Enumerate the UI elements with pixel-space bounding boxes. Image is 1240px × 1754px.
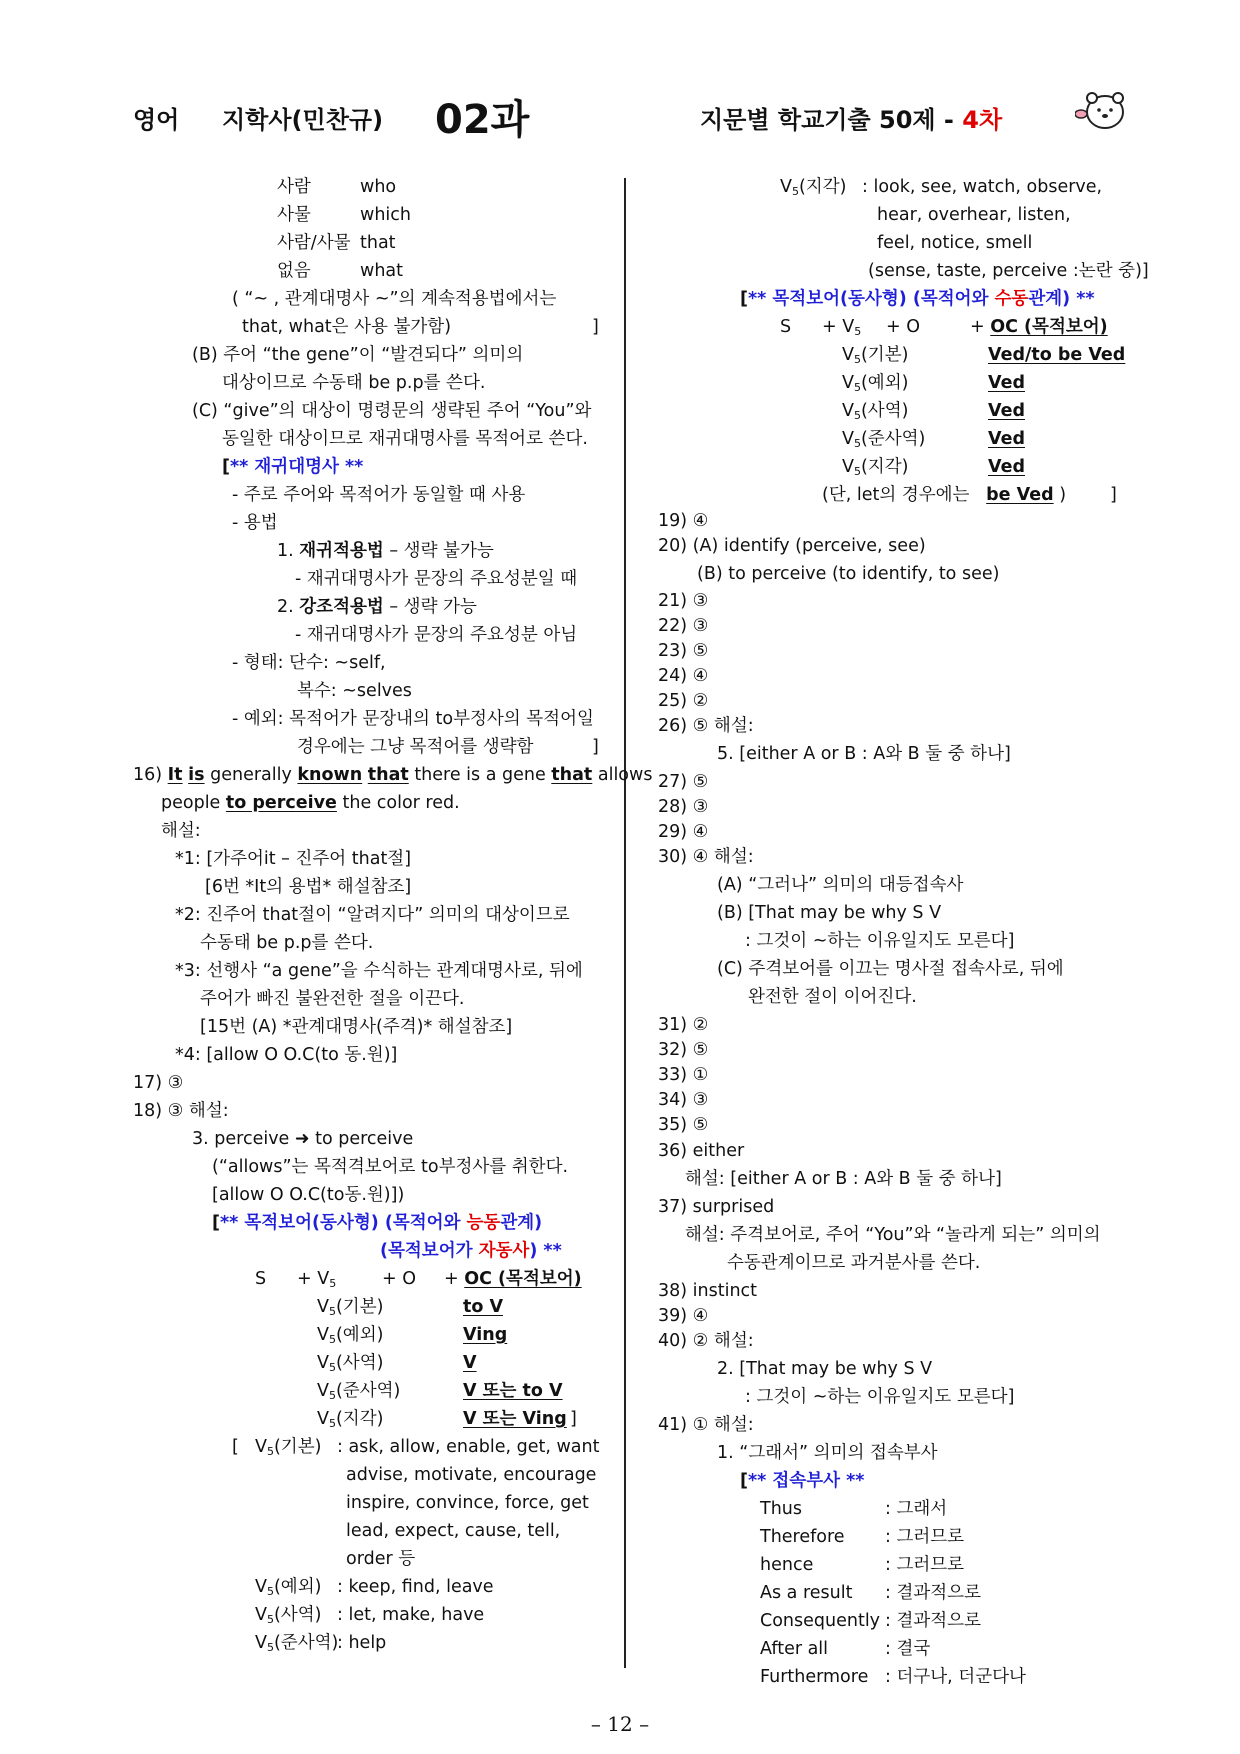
- rel-row: 사람/사물: [277, 233, 351, 253]
- question-36: 36) either: [658, 1141, 745, 1161]
- rel-row: 사물: [277, 205, 311, 225]
- question-19: 19) ④: [658, 511, 709, 531]
- question-30-detail: (A) “그러나” 의미의 대등접속사: [717, 875, 964, 895]
- question-20: 20) (A) identify (perceive, see): [658, 536, 926, 556]
- verb-list: : keep, find, leave: [337, 1577, 494, 1597]
- formula-s: S: [780, 317, 792, 337]
- note-2: 수동태 be p.p를 쓴다.: [200, 933, 374, 953]
- question-answer: 32) ⑤: [658, 1040, 709, 1060]
- verb-list-label: $V_5$(사역): [255, 1605, 322, 1626]
- question-answer: 21) ③: [658, 591, 709, 611]
- explanation-C: 동일한 대상이므로 재귀대명사를 목적어로 쓴다.: [222, 429, 588, 449]
- explanation-label: 해설:: [161, 821, 201, 841]
- column-divider: [624, 178, 626, 1668]
- formula-o: + O: [382, 1269, 417, 1289]
- question-16: people to perceive the color red.: [161, 793, 460, 813]
- question-30-detail: 완전한 절이 이어진다.: [748, 987, 917, 1007]
- question-answer: 34) ③: [658, 1090, 709, 1110]
- formula-o: + O: [886, 317, 921, 337]
- question-41: 41) ① 해설:: [658, 1415, 754, 1435]
- oc-row-value: Ved: [988, 457, 1025, 477]
- note-3: [15번 (A) *관계대명사(주격)* 해설참조]: [200, 1017, 513, 1037]
- conj-term: Therefore: [760, 1527, 845, 1547]
- conj-term: hence: [760, 1555, 814, 1575]
- verb-list: order 등: [346, 1549, 416, 1569]
- rel-row: that: [360, 233, 396, 253]
- rel-row: what: [360, 261, 403, 281]
- conj-meaning: : 결국: [885, 1639, 931, 1659]
- note-1: *1: [가주어it – 진주어 that절]: [175, 849, 412, 869]
- oc-row-value: V 또는 Ving: [463, 1409, 567, 1429]
- conj-term: Consequently: [760, 1611, 881, 1631]
- question-41-detail: 1. “그래서” 의미의 접속부사: [717, 1443, 938, 1463]
- question-40-detail: 2. [That may be why S V: [717, 1359, 933, 1379]
- oc-row-value: V 또는 to V: [463, 1381, 563, 1401]
- conj-term: As a result: [760, 1583, 853, 1603]
- verb-list-label: $V_5$(기본): [255, 1437, 322, 1458]
- bracket: ]: [592, 737, 599, 757]
- conj-meaning: : 그래서: [885, 1499, 948, 1519]
- conj-meaning: : 결과적으로: [885, 1611, 981, 1631]
- verb-list: feel, notice, smell: [877, 233, 1033, 253]
- verb-list: : let, make, have: [337, 1605, 485, 1625]
- rel-note: ( “~ , 관계대명사 ~”의 계속적용법에서는: [232, 289, 557, 309]
- oc-row-value: Ved: [988, 401, 1025, 421]
- title-round: 4차: [962, 106, 1003, 134]
- oc-row-label: $V_5$(예외): [317, 1325, 384, 1346]
- reflexive-form: - 형태: 단수: ~self,: [232, 653, 386, 673]
- question-16: 16) It is generally known that there is a gene that allows: [133, 765, 653, 785]
- note-3: *3: 선행사 “a gene”을 수식하는 관계대명사로, 뒤에: [175, 961, 583, 981]
- question-18: 18) ③ 해설:: [133, 1101, 229, 1121]
- note-4: *4: [allow O O.C(to 동.원)]: [175, 1045, 398, 1065]
- conj-term: Thus: [760, 1499, 802, 1519]
- rel-note: that, what은 사용 불가함): [242, 317, 452, 337]
- question-answer: 31) ②: [658, 1015, 709, 1035]
- reflexive-exception: 경우에는 그냥 목적어를 생략함: [297, 737, 534, 757]
- verb-list: hear, overhear, listen,: [877, 205, 1071, 225]
- oc-row-label: $V_5$(지각): [317, 1409, 384, 1430]
- page-title: [700, 100, 1002, 135]
- question-20: (B) to perceive (to identify, to see): [697, 564, 1000, 584]
- oc-row-value: Ved: [988, 373, 1025, 393]
- publisher-label: 지학사(민찬규): [222, 106, 384, 134]
- verb-list: : look, see, watch, observe,: [862, 177, 1103, 197]
- verb-list-label: $V_5$(예외): [255, 1577, 322, 1598]
- question-answer: 35) ⑤: [658, 1115, 709, 1135]
- conj-term: After all: [760, 1639, 829, 1659]
- oc-row-label: $V_5$(예외): [842, 373, 909, 394]
- question-30-detail: (B) [That may be why S V: [717, 903, 942, 923]
- question-answer: 24) ④: [658, 666, 709, 686]
- let-exception: (단, let의 경우에는 be Ved ): [822, 485, 1067, 505]
- rel-row: 없음: [277, 261, 311, 281]
- explanation-B: (B) 주어 “the gene”이 “발견되다” 의미의: [192, 345, 524, 365]
- explanation-C: (C) “give”의 대상이 명령문의 생략된 주어 “You”와: [192, 401, 592, 421]
- question-answer: 33) ①: [658, 1065, 709, 1085]
- question-18-detail: (“allows”는 목적격보어로 to부정사를 취한다.: [212, 1157, 569, 1177]
- explanation-B: 대상이므로 수동태 be p.p를 쓴다.: [222, 373, 486, 393]
- oc-row-label: $V_5$(사역): [317, 1353, 384, 1374]
- bracket: ]: [1110, 485, 1117, 505]
- question-30-detail: (C) 주격보어를 이끄는 명사절 접속사로, 뒤에: [717, 959, 1064, 979]
- question-answer: 22) ③: [658, 616, 709, 636]
- question-17: 17) ③: [133, 1073, 184, 1093]
- note-1: [6번 *It의 용법* 해설참조]: [205, 877, 412, 897]
- rel-row: which: [360, 205, 411, 225]
- subject-label: 영어: [133, 106, 180, 134]
- formula-v: + $V_5$: [297, 1269, 337, 1290]
- question-37-detail: 수동관계이므로 과거분사를 쓴다.: [727, 1253, 981, 1273]
- question-18-detail: [allow O O.C(to동.원)]): [212, 1185, 405, 1205]
- reflexive-usage: - 재귀대명사가 문장의 주요성분일 때: [295, 569, 578, 589]
- conj-term: Furthermore: [760, 1667, 869, 1687]
- oc-row-value: Ved: [988, 429, 1025, 449]
- bracket: ]: [570, 1409, 577, 1429]
- question-26-detail: 5. [either A or B : A와 B 둘 중 하나]: [717, 744, 1011, 764]
- question-answer: 23) ⑤: [658, 641, 709, 661]
- formula-oc: + OC (목적보어): [970, 317, 1108, 337]
- question-37: 37) surprised: [658, 1197, 775, 1217]
- question-answer: 25) ②: [658, 691, 709, 711]
- verb-list: lead, expect, cause, tell,: [346, 1521, 561, 1541]
- reflexive-usage: 2. 강조적용법 – 생략 가능: [277, 597, 477, 617]
- question-18-detail: 3. perceive ➜ to perceive: [192, 1129, 414, 1149]
- title-prefix: 지문별 학교기출 50제 -: [700, 106, 963, 134]
- oc-row-label: $V_5$(준사역): [842, 429, 926, 450]
- note-2: *2: 진주어 that절이 “알려지다” 의미의 대상이므로: [175, 905, 570, 925]
- oc-row-label: $V_5$(준사역): [317, 1381, 401, 1402]
- verb-list: : ask, allow, enable, get, want: [337, 1437, 600, 1457]
- formula-s: S: [255, 1269, 267, 1289]
- question-40-detail: : 그것이 ~하는 이유일지도 모른다]: [745, 1387, 1015, 1407]
- question-26: 26) ⑤ 해설:: [658, 716, 754, 736]
- question-40: 40) ② 해설:: [658, 1331, 754, 1351]
- formula-oc: + OC (목적보어): [444, 1269, 582, 1289]
- question-36-detail: 해설: [either A or B : A와 B 둘 중 하나]: [685, 1169, 1002, 1189]
- oc-row-label: $V_5$(사역): [842, 401, 909, 422]
- passive-oc-title: [** 목적보어(동사형) (목적어와 수동관계) **: [740, 289, 1095, 309]
- formula-v: + $V_5$: [822, 317, 862, 338]
- conj-meaning: : 그러므로: [885, 1555, 965, 1575]
- question-39: 39) ④: [658, 1306, 709, 1326]
- verb-list: inspire, convince, force, get: [346, 1493, 589, 1513]
- verb-list-label: $V_5$(준사역): [255, 1633, 339, 1654]
- bear-mascot-icon: [1075, 88, 1127, 134]
- oc-row-label: $V_5$(기본): [317, 1297, 384, 1318]
- oc-row-label: $V_5$(기본): [842, 345, 909, 366]
- rel-row: who: [360, 177, 397, 197]
- reflexive-note: - 용법: [232, 513, 278, 533]
- question-30: 30) ④ 해설:: [658, 847, 754, 867]
- verb-list: advise, motivate, encourage: [346, 1465, 597, 1485]
- conj-meaning: : 더구나, 더군다나: [885, 1667, 1026, 1687]
- conj-meaning: : 그러므로: [885, 1527, 965, 1547]
- reflexive-usage: - 재귀대명사가 문장의 주요성분 아님: [295, 625, 578, 645]
- question-answer: 27) ⑤: [658, 772, 709, 792]
- question-answer: 29) ④: [658, 822, 709, 842]
- oc-row-value: to V: [463, 1297, 504, 1317]
- oc-row-value: Ving: [463, 1325, 508, 1345]
- verb-list-label: $V_5$(지각): [780, 177, 847, 198]
- object-complement-title: [** 목적보어(동사형) (목적어와 능동관계): [212, 1213, 543, 1233]
- oc-row-label: $V_5$(지각): [842, 457, 909, 478]
- reflexive-title: [** 재귀대명사 **: [222, 457, 364, 477]
- verb-list-open: [: [232, 1437, 239, 1457]
- reflexive-note: - 주로 주어와 목적어가 동일할 때 사용: [232, 485, 526, 505]
- note-3: 주어가 빠진 불완전한 절을 이끈다.: [200, 989, 465, 1009]
- object-complement-title: (목적보어가 자동사) **: [380, 1241, 562, 1261]
- lesson-number: 02과: [435, 97, 530, 143]
- verb-list: : help: [337, 1633, 387, 1653]
- page-number: – 12 –: [590, 1712, 650, 1736]
- question-30-detail: : 그것이 ~하는 이유일지도 모른다]: [745, 931, 1015, 951]
- bracket: ]: [592, 317, 599, 337]
- conj-meaning: : 결과적으로: [885, 1583, 981, 1603]
- oc-row-value: Ved/to be Ved: [988, 345, 1126, 365]
- reflexive-form: 복수: ~selves: [297, 681, 412, 701]
- rel-row: 사람: [277, 177, 311, 197]
- conjunctive-adverb-title: [** 접속부사 **: [740, 1471, 865, 1491]
- reflexive-usage: 1. 재귀적용법 – 생략 불가능: [277, 541, 494, 561]
- oc-row-value: V: [463, 1353, 477, 1373]
- reflexive-exception: - 예외: 목적어가 문장내의 to부정사의 목적어일: [232, 709, 594, 729]
- question-38: 38) instinct: [658, 1281, 758, 1301]
- verb-list: (sense, taste, perceive :논란 중)]: [868, 261, 1149, 281]
- question-answer: 28) ③: [658, 797, 709, 817]
- question-37-detail: 해설: 주격보어로, 주어 “You”와 “놀라게 되는” 의미의: [685, 1225, 1101, 1245]
